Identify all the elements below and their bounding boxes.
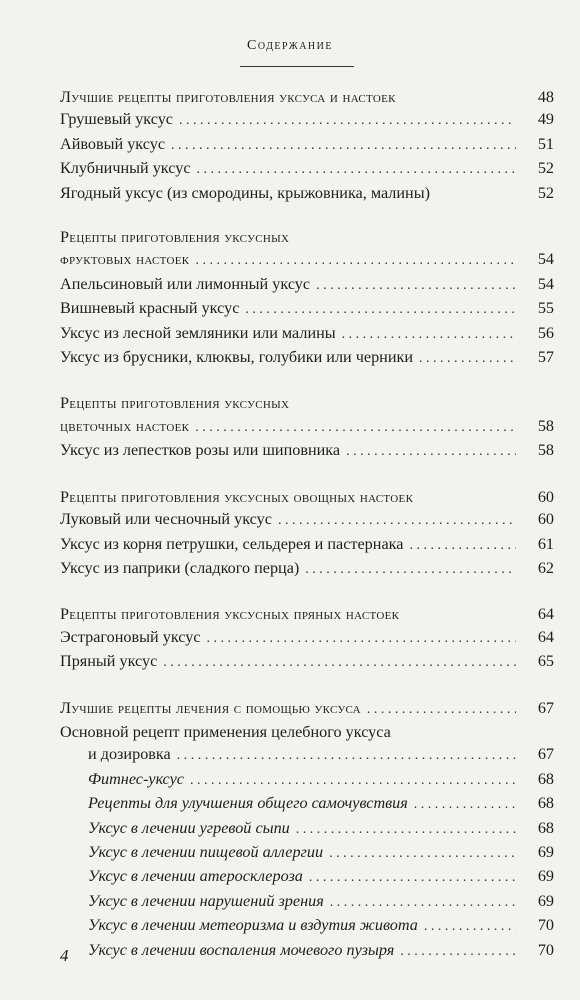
toc-entry[interactable]	[60, 297, 554, 321]
toc-entry[interactable]	[60, 743, 554, 767]
toc-entry-title: Уксус в лечении пищевой аллергии	[88, 842, 324, 861]
toc-section-heading[interactable]	[60, 226, 554, 248]
toc-entry-title: Рецепты приготовления уксусных	[60, 394, 290, 413]
toc-entry[interactable]	[60, 133, 554, 157]
dot-leader	[424, 916, 516, 938]
dot-leader	[329, 843, 516, 865]
dot-leader	[171, 135, 516, 157]
toc-entry-page: 58	[537, 441, 554, 460]
dot-leader	[330, 892, 516, 914]
dot-leader	[245, 299, 516, 321]
toc-entry-title: Уксус из лесной земляники или малины	[60, 323, 336, 342]
toc-entry[interactable]	[60, 939, 554, 963]
dot-leader	[367, 699, 516, 721]
toc-entry-page: 69	[537, 842, 554, 861]
toc-entry-title: Уксус в лечении воспаления мочевого пузыря	[88, 940, 395, 959]
toc-entry-page: 52	[537, 159, 554, 178]
toc-entry-title: Грушевый уксус	[60, 110, 173, 129]
toc-entry-title: Фитнес-уксус	[88, 769, 184, 788]
toc-entry-title: и дозировка	[88, 745, 171, 764]
toc-entry-title: Уксус в лечении угревой сыпи	[88, 818, 290, 837]
toc-entry-title: Луковый или чесночный уксус	[60, 510, 272, 529]
toc-entry-title: Лучшие рецепты приготовления уксуса и настоек	[60, 88, 396, 106]
toc-entry-page: 49	[537, 110, 554, 129]
dot-leader	[305, 559, 516, 581]
toc-entry-title: Ягодный уксус (из смородины, крыжовника, малины)	[60, 183, 430, 202]
toc-entry[interactable]	[60, 533, 554, 557]
toc-entry-page: 67	[537, 745, 554, 764]
toc-entry-title: Уксус из лепестков розы или шиповника	[60, 441, 341, 460]
toc-entry-page: 69	[537, 891, 554, 910]
toc-entry-page: 70	[537, 940, 554, 959]
toc-section	[60, 226, 554, 370]
dot-leader	[195, 417, 516, 439]
dot-leader	[197, 159, 516, 181]
toc-entry[interactable]	[60, 322, 554, 346]
dot-leader	[419, 348, 516, 370]
page-number: 4	[60, 946, 69, 965]
dot-leader	[316, 275, 516, 297]
toc-entry-page: 48	[537, 88, 554, 106]
toc-entry[interactable]	[60, 865, 554, 889]
toc-entry-title: цветочных настоек	[60, 416, 190, 435]
toc-entry[interactable]	[60, 792, 554, 816]
toc-entry-page: 51	[537, 134, 554, 153]
dot-leader	[346, 441, 516, 463]
dot-leader	[177, 745, 516, 767]
toc-entry-page: 57	[537, 348, 554, 367]
dot-leader	[190, 770, 516, 792]
toc-entry[interactable]	[60, 273, 554, 297]
toc-entry[interactable]	[60, 768, 554, 792]
toc-entry-title: фруктовых настоек	[60, 250, 190, 269]
toc-entry-title: Уксус из паприки (сладкого перца)	[60, 558, 300, 577]
dot-leader	[414, 794, 516, 816]
toc-entry-title: Уксус в лечении метеоризма и вздутия живота	[88, 916, 418, 935]
toc-entry[interactable]	[60, 890, 554, 914]
toc-entry-title: Лучшие рецепты лечения с помощью уксуса	[60, 698, 361, 717]
toc-entry[interactable]	[60, 914, 554, 938]
toc-entry-page: 68	[537, 818, 554, 837]
toc-entry-title: Рецепты для улучшения общего самочувствия	[88, 794, 408, 813]
toc-entry-page: 55	[537, 299, 554, 318]
dot-leader	[207, 628, 516, 650]
toc-entry[interactable]	[60, 346, 554, 370]
toc-entry-page: 52	[537, 183, 554, 202]
running-head: Содержание	[247, 38, 333, 53]
toc-section-heading[interactable]	[60, 415, 554, 439]
dot-leader	[409, 535, 516, 557]
dot-leader	[278, 510, 516, 532]
toc-entry[interactable]	[60, 650, 554, 674]
toc-section-heading[interactable]	[60, 603, 554, 625]
toc-entry-page: 69	[537, 867, 554, 886]
toc-entry-title: Клубничный уксус	[60, 159, 191, 178]
toc-section	[60, 697, 554, 963]
toc-section-heading[interactable]	[60, 486, 554, 508]
dot-leader	[163, 652, 516, 674]
table-of-contents	[60, 86, 554, 985]
toc-entry[interactable]	[60, 721, 554, 743]
toc-entry[interactable]	[60, 841, 554, 865]
dot-leader	[400, 941, 516, 963]
toc-entry-title: Эстрагоновый уксус	[60, 627, 201, 646]
toc-entry-page: 58	[537, 416, 554, 435]
toc-entry-page: 64	[537, 605, 554, 624]
toc-entry-page: 54	[537, 250, 554, 269]
toc-entry[interactable]	[60, 439, 554, 463]
toc-entry-title: Уксус из брусники, клюквы, голубики или черники	[60, 348, 414, 367]
toc-entry[interactable]	[60, 817, 554, 841]
toc-section	[60, 603, 554, 674]
toc-section-heading[interactable]	[60, 697, 554, 721]
toc-entry[interactable]	[60, 108, 554, 132]
dot-leader	[296, 819, 516, 841]
toc-entry-page: 67	[537, 698, 554, 717]
toc-entry-title: Айвовый уксус	[60, 134, 166, 153]
toc-entry-title: Рецепты приготовления уксусных овощных настоек	[60, 487, 414, 506]
toc-entry-title: Основной рецепт применения целебного уксуса	[60, 722, 391, 741]
toc-entry-title: Рецепты приготовления уксусных	[60, 228, 290, 247]
toc-entry-page: 65	[537, 652, 554, 671]
toc-entry[interactable]	[60, 557, 554, 581]
toc-section	[60, 486, 554, 582]
toc-entry-title: Вишневый красный уксус	[60, 299, 240, 318]
toc-entry-title: Уксус в лечении атеросклероза	[88, 867, 303, 886]
dot-leader	[309, 867, 516, 889]
toc-entry-title: Апельсиновый или лимонный уксус	[60, 274, 311, 293]
toc-entry-page: 68	[537, 794, 554, 813]
toc-entry-page: 70	[537, 916, 554, 935]
toc-entry-page: 62	[537, 558, 554, 577]
toc-entry[interactable]	[60, 157, 554, 181]
toc-entry-page: 61	[537, 534, 554, 553]
toc-entry-title: Уксус из корня петрушки, сельдерея и пастернака	[60, 534, 404, 553]
toc-entry-title: Пряный уксус	[60, 652, 158, 671]
toc-entry-page: 54	[537, 274, 554, 293]
toc-entry[interactable]	[60, 626, 554, 650]
toc-section-heading[interactable]	[60, 392, 554, 414]
toc-entry-title: Рецепты приготовления уксусных пряных настоек	[60, 605, 400, 624]
toc-entry-page: 56	[537, 323, 554, 342]
toc-entry-page: 68	[537, 769, 554, 788]
toc-section-heading[interactable]	[60, 248, 554, 272]
toc-section-heading[interactable]	[60, 86, 554, 108]
toc-entry-page: 64	[537, 627, 554, 646]
dot-leader	[179, 110, 516, 132]
toc-section	[60, 86, 554, 204]
toc-entry-page: 60	[537, 510, 554, 529]
toc-section	[60, 392, 554, 463]
running-head-rule	[240, 66, 354, 67]
toc-entry-title: Уксус в лечении нарушений зрения	[88, 891, 324, 910]
toc-entry[interactable]	[60, 508, 554, 532]
toc-entry[interactable]	[60, 182, 554, 204]
toc-entry-page: 60	[537, 487, 554, 506]
dot-leader	[195, 250, 516, 272]
dot-leader	[342, 324, 516, 346]
